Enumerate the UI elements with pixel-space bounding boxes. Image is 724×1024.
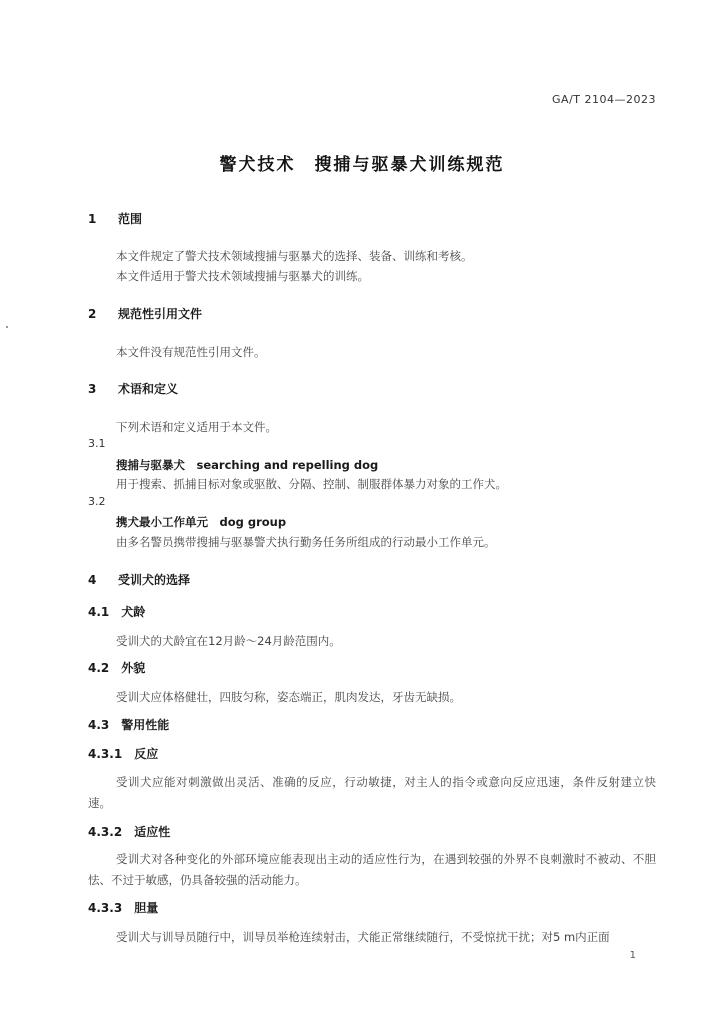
subsection-number: 4.2 <box>88 661 110 675</box>
section-title: 受训犬的选择 <box>118 573 191 587</box>
subsection-number: 4.3.3 <box>88 901 123 915</box>
subsection-title: 胆量 <box>134 901 159 915</box>
subsection-heading-reaction <box>88 745 158 762</box>
page-number: 1 <box>629 950 636 961</box>
paragraph: 受训犬应能对刺激做出灵活、准确的反应，行动敏捷，对主人的指令或意向反应迅速，条件反射建立快速。 <box>88 775 656 810</box>
subsection-number: 4.3.1 <box>88 747 123 761</box>
subsection-heading-police-performance <box>88 716 169 733</box>
standard-code: GA/T 2104—2023 <box>552 93 656 106</box>
paragraph-line: 本文件适用于警犬技术领域搜捕与驱暴犬的训练。 <box>116 269 369 283</box>
section-heading-terms <box>88 380 178 397</box>
paragraph: 受训犬对各种变化的外部环境应能表现出主动的适应性行为，在遇到较强的外界不良刺激时不被动、不胆怯、不过于敏感，仍具备较强的活动能力。 <box>88 852 656 887</box>
subsection-title: 外貌 <box>121 661 146 675</box>
subsection-heading-appearance <box>88 659 145 676</box>
section-heading-references <box>88 305 202 322</box>
section-number: 4 <box>88 573 97 587</box>
subsection-number: 4.3 <box>88 718 110 732</box>
subsection-title: 反应 <box>134 747 159 761</box>
subsection-heading-adaptability <box>88 823 170 840</box>
term-name: 携犬最小工作单元 dog group <box>116 515 287 529</box>
section-title: 术语和定义 <box>118 382 179 396</box>
section-number: 1 <box>88 212 97 226</box>
paragraph-line: 本文件规定了警犬技术领域搜捕与驱暴犬的选择、装备、训练和考核。 <box>116 249 473 263</box>
paragraph-line: 下列术语和定义适用于本文件。 <box>116 420 277 434</box>
subsection-title: 警用性能 <box>121 718 170 732</box>
section-title: 范围 <box>118 212 143 226</box>
subsection-heading-age <box>88 603 145 620</box>
subsection-title: 犬龄 <box>121 605 146 619</box>
section-number: 2 <box>88 307 97 321</box>
section-number: 3 <box>88 382 97 396</box>
subsection-number: 4.3.2 <box>88 825 123 839</box>
paragraph-line: 本文件没有规范性引用文件。 <box>116 345 266 359</box>
margin-dot <box>6 326 8 328</box>
section-heading-dog-selection <box>88 571 190 588</box>
page-title: 警犬技术 搜捕与驱暴犬训练规范 <box>219 155 505 175</box>
term-number: 3.2 <box>88 495 106 508</box>
term-number: 3.1 <box>88 437 106 450</box>
section-heading-scope <box>88 210 142 227</box>
term-name: 搜捕与驱暴犬 searching and repelling dog <box>116 458 379 472</box>
subsection-number: 4.1 <box>88 605 110 619</box>
term-definition: 用于搜索、抓捕目标对象或驱散、分隔、控制、制服群体暴力对象的工作犬。 <box>116 477 507 491</box>
section-title: 规范性引用文件 <box>118 307 203 321</box>
subsection-heading-courage <box>88 899 158 916</box>
paragraph-line: 受训犬应体格健壮，四肢匀称，姿态端正，肌肉发达，牙齿无缺损。 <box>116 690 461 704</box>
term-definition: 由多名警员携带搜捕与驱暴警犬执行勤务任务所组成的行动最小工作单元。 <box>116 535 496 549</box>
paragraph-line: 受训犬的犬龄宜在12月龄～24月龄范围内。 <box>116 634 341 648</box>
paragraph: 受训犬与训导员随行中，训导员举枪连续射击，犬能正常继续随行，不受惊扰干扰；对5 m内正面 <box>116 930 610 944</box>
subsection-title: 适应性 <box>134 825 171 839</box>
